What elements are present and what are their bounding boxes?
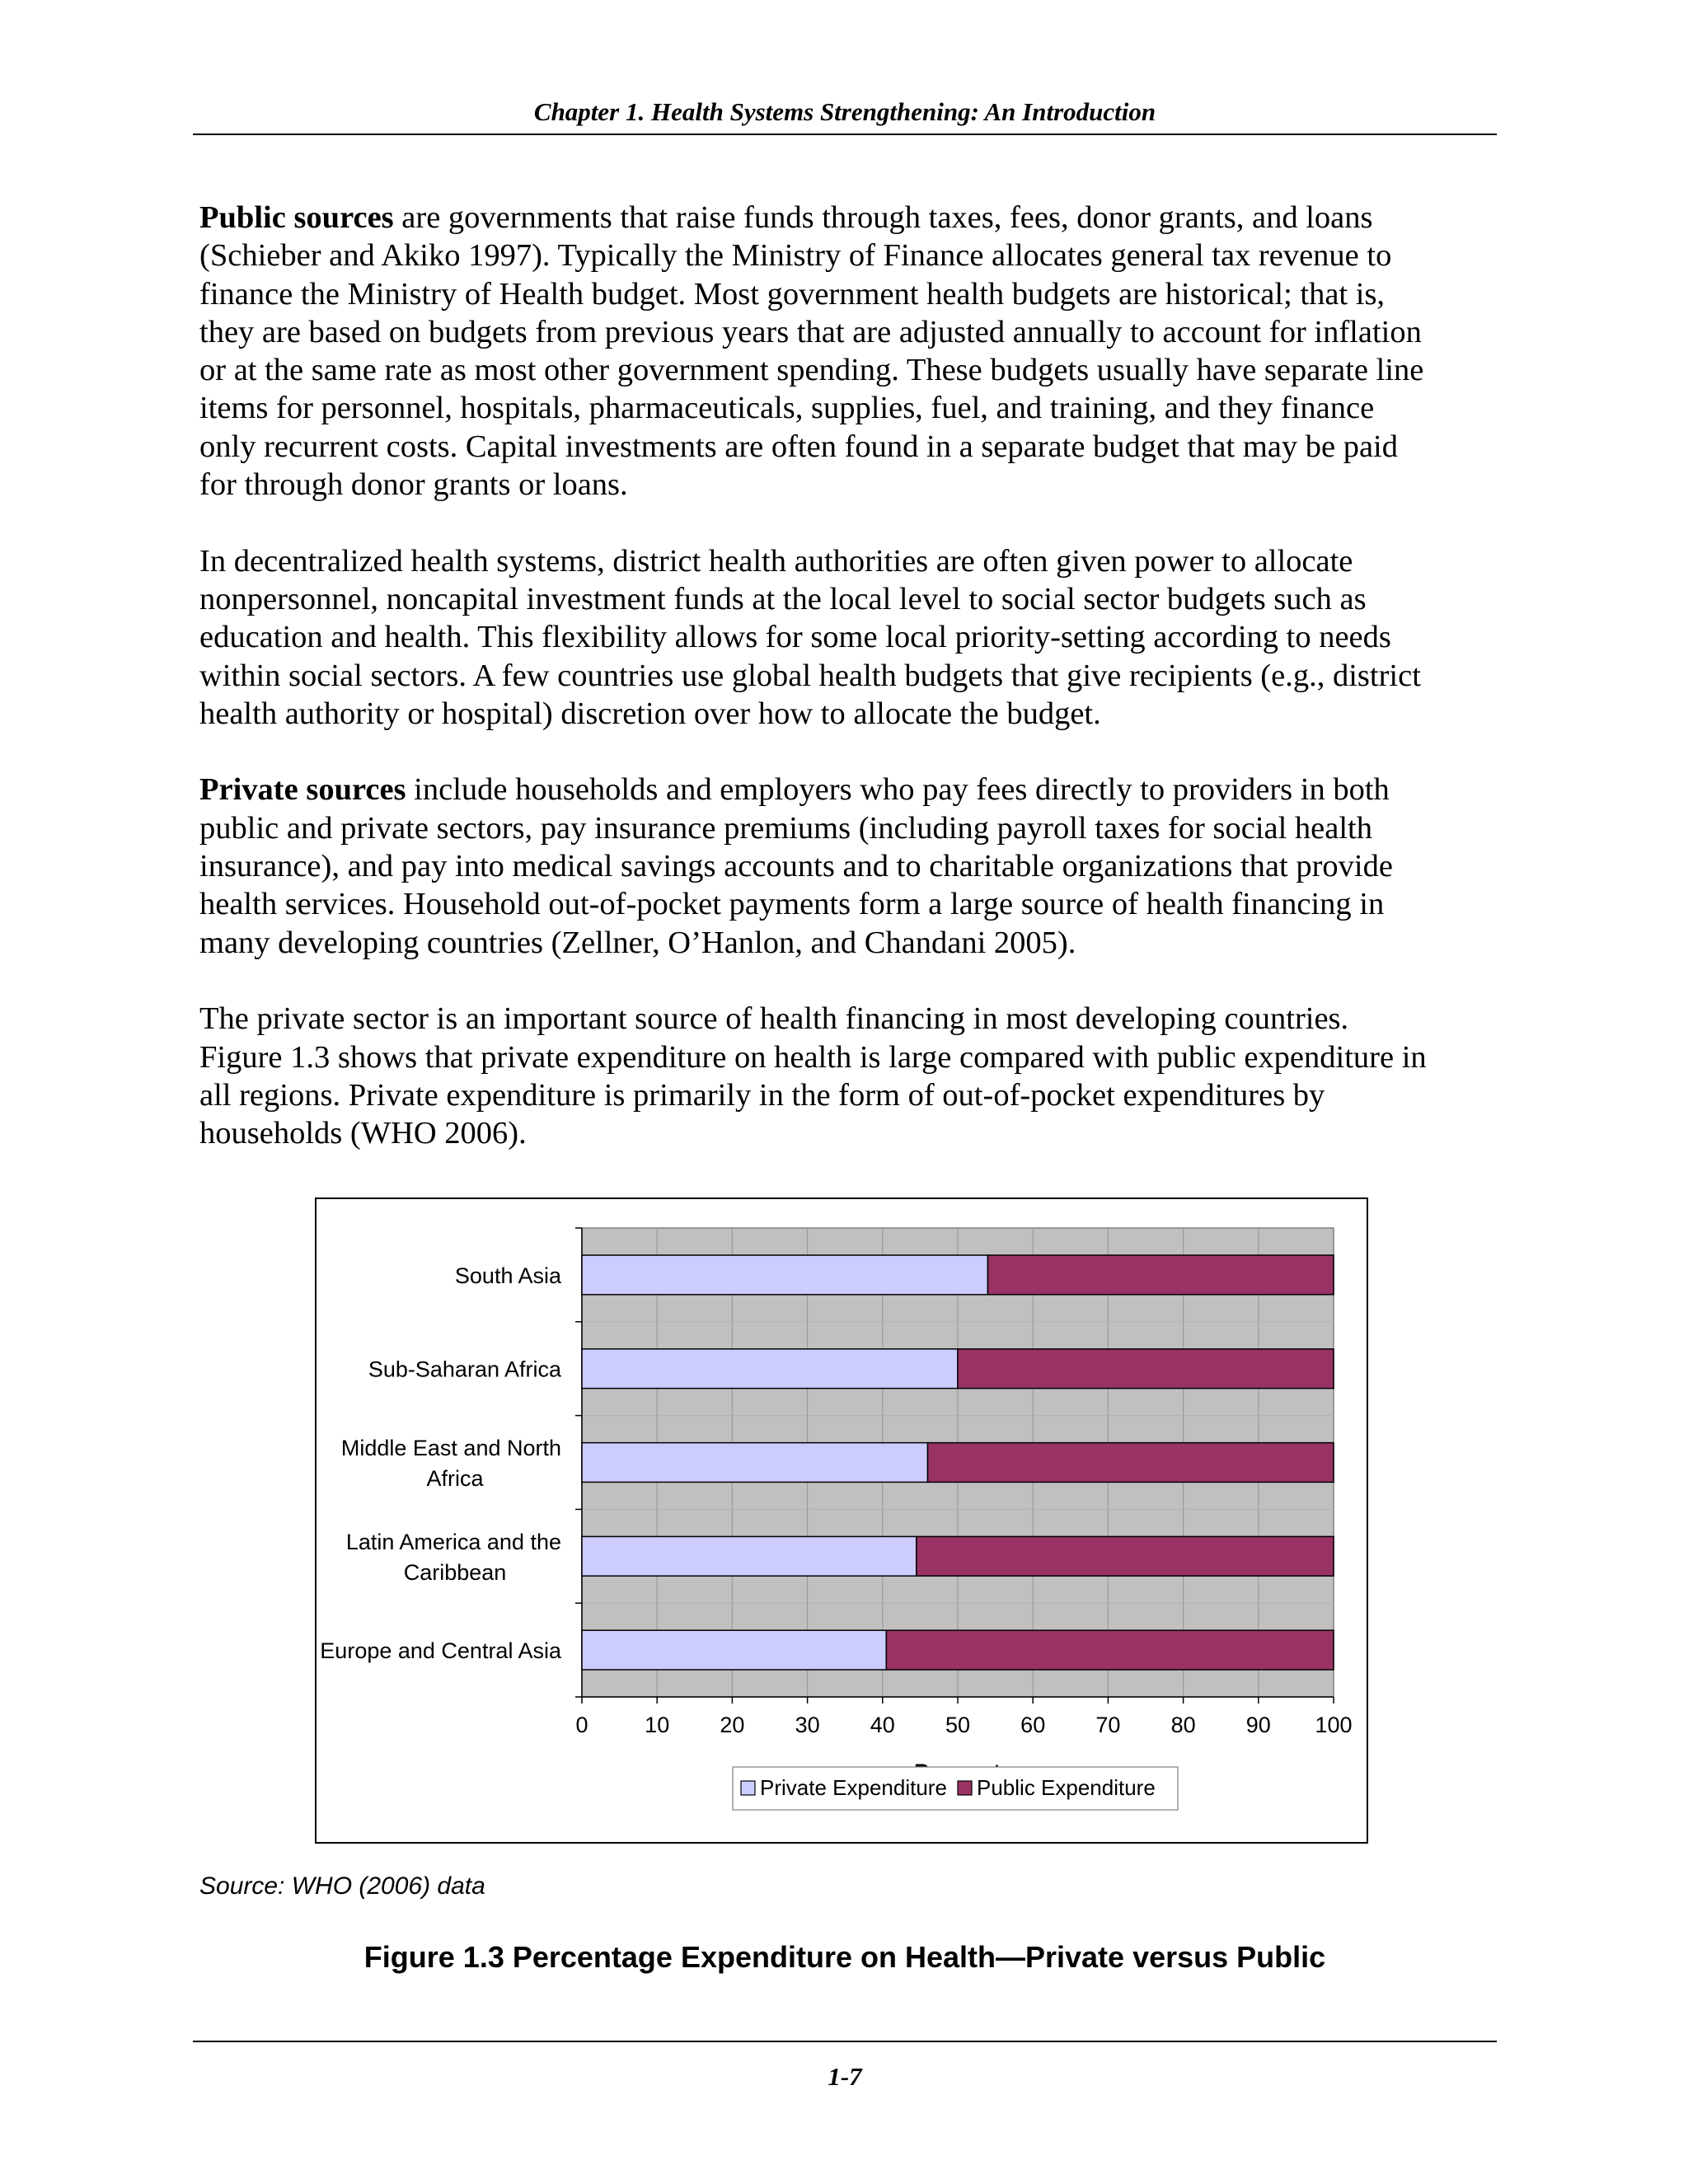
paragraph-private-sources [199,771,1497,961]
body-text [199,199,1497,1191]
x-tick-label: 50 [945,1713,971,1737]
text-line: households (WHO 2006). [199,1116,527,1151]
text-line: health authority or hospital) discretion over how to allocate the budget. [199,696,1101,731]
x-tick-label: 10 [645,1713,670,1737]
x-tick-label: 60 [1020,1713,1046,1737]
category-label: Latin America and the [345,1529,561,1554]
footer-rule [193,2041,1497,2042]
x-tick-label: 20 [720,1713,745,1737]
text-line: health services. Household out-of-pocket payments form a large source of health financing in [199,887,1385,922]
text-span: include households and employers who pay fees directly to providers in both [406,772,1390,808]
term-public-sources: Public sources [199,200,394,235]
bar-public-expenditure [917,1536,1334,1576]
text-line [199,771,1497,808]
header-rule [193,134,1497,135]
figure-caption: Figure 1.3 Percentage Expenditure on Health—Private versus Public [363,1940,1326,1974]
x-tick-label: 90 [1245,1713,1271,1737]
source-note: Source: WHO (2006) data [199,1872,485,1900]
bar-private-expenditure [582,1255,987,1295]
text-line: nonpersonnel, noncapital investment funds at the local level to social sector budgets such as [199,581,1367,616]
category-label: Middle East and North [340,1436,561,1460]
text-span: are governments that raise funds through taxes, fees, donor grants, and loans [393,200,1373,235]
legend-swatch [741,1781,755,1795]
x-tick-label: 40 [870,1713,895,1737]
text-line: education and health. This flexibility allows for some local priority-setting according to needs [199,620,1391,655]
bar-private-expenditure [582,1630,886,1670]
x-tick-label: 0 [575,1713,588,1737]
x-tick-label: 100 [1315,1713,1353,1737]
bar-public-expenditure [987,1255,1334,1295]
running-head: Chapter 1. Health Systems Strengthening: An Introduction [533,97,1156,126]
text-line: items for personnel, hospitals, pharmaceuticals, supplies, fuel, and training, and they finance [199,391,1375,426]
bar-private-expenditure [582,1349,958,1389]
category-label: Africa [426,1466,484,1491]
paragraph-public-sources [199,199,1497,504]
text-line: (Schieber and Akiko 1997). Typically the Ministry of Finance allocates general tax revenue to [199,238,1392,274]
category-label: Sub-Saharan Africa [368,1357,561,1382]
bar-public-expenditure [958,1349,1334,1389]
figure-chart-frame [315,1197,1368,1844]
term-private-sources: Private sources [199,772,406,808]
text-line: In decentralized health systems, district health authorities are often given power to allocate [199,543,1353,579]
legend-label: Public Expenditure [977,1775,1156,1800]
text-line: public and private sectors, pay insurance premiums (including payroll taxes for social health [199,810,1372,846]
text-line: The private sector is an important source of health financing in most developing countries. [199,1001,1349,1037]
x-tick-label: 30 [795,1713,820,1737]
page-number: 1-7 [828,2062,862,2091]
text-line: for through donor grants or loans. [199,467,628,503]
text-line: Figure 1.3 shows that private expenditure on health is large compared with public expenditure in [199,1039,1427,1075]
text-line: insurance), and pay into medical savings accounts and to charitable organizations that provide [199,849,1393,884]
category-label: Caribbean [403,1559,507,1585]
text-line: within social sectors. A few countries use global health budgets that give recipients (e.g., district [199,658,1421,693]
text-line [199,199,1497,237]
text-line: many developing countries (Zellner, O’Hanlon, and Chandani 2005). [199,925,1076,960]
legend-swatch [958,1781,972,1795]
text-line: they are based on budgets from previous years that are adjusted annually to account for inflation [199,314,1422,349]
bar-private-expenditure [582,1443,928,1483]
text-line: finance the Ministry of Health budget. Most government health budgets are historical; that is, [199,276,1386,312]
bar-public-expenditure [928,1443,1334,1483]
text-line: or at the same rate as most other government spending. These budgets usually have separate line [199,353,1424,388]
paragraph-decentralized [199,542,1497,733]
bar-private-expenditure [582,1536,917,1576]
legend-label: Private Expenditure [760,1775,947,1800]
x-tick-label: 70 [1095,1713,1121,1737]
category-label: South Asia [454,1263,561,1288]
paragraph-private-sector [199,1000,1497,1152]
x-tick-label: 80 [1170,1713,1196,1737]
text-line: only recurrent costs. Capital investments are often found in a separate budget that may be paid [199,429,1398,464]
text-line: all regions. Private expenditure is primarily in the form of out-of-pocket expenditures by [199,1077,1325,1113]
category-label: Europe and Central Asia [320,1638,561,1664]
bar-public-expenditure [886,1630,1334,1670]
stacked-bar-chart [316,1199,1366,1841]
